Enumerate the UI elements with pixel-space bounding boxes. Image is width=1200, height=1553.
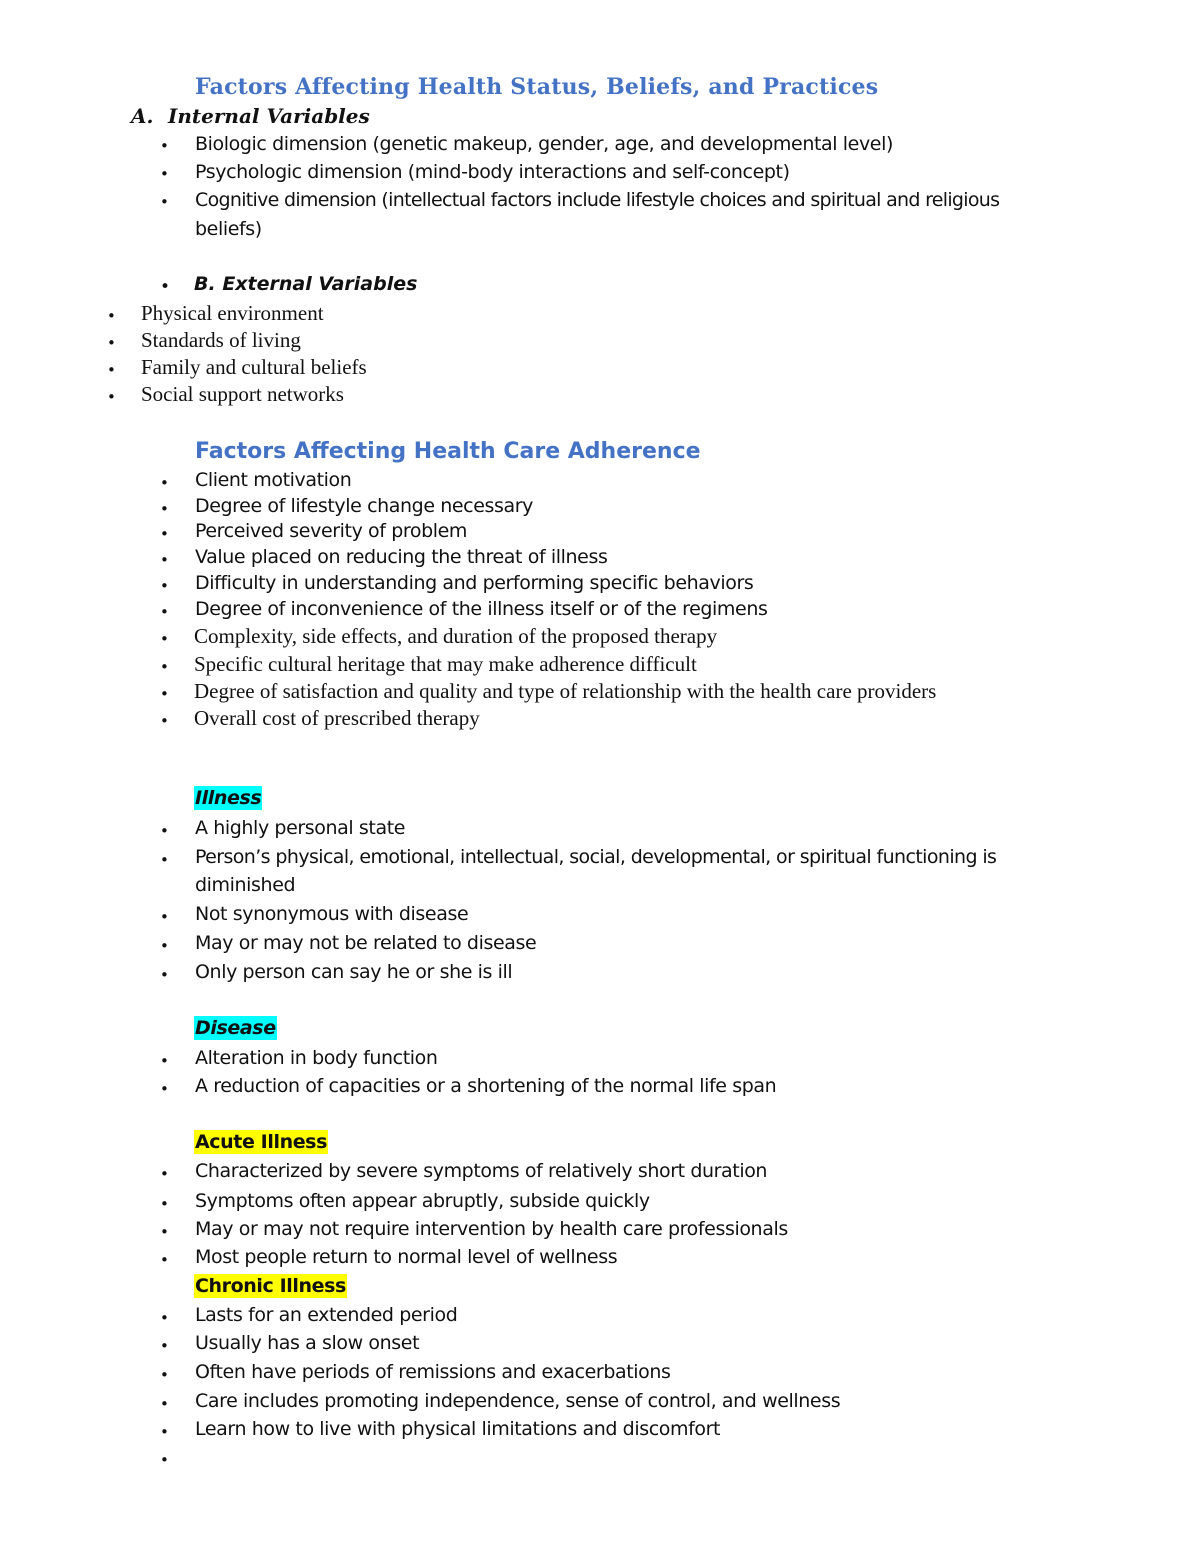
list-item: Standards of living	[141, 328, 301, 352]
list-item: Alteration in body function	[195, 1047, 438, 1069]
bullet-icon: •	[160, 1451, 169, 1469]
heading-chronic-illness	[194, 1275, 347, 1297]
list-item: Not synonymous with disease	[195, 903, 469, 925]
bullet-icon: •	[160, 1337, 169, 1355]
highlighted-term: Illness	[195, 787, 262, 809]
list-item: May or may not require intervention by health care professionals	[195, 1218, 788, 1240]
bullet-icon: •	[160, 1080, 169, 1098]
bullet-icon: •	[160, 551, 169, 569]
list-item: May or may not be related to disease	[195, 932, 537, 954]
bullet-icon: •	[160, 1366, 169, 1384]
bullet-icon: •	[160, 1223, 169, 1241]
bullet-icon: •	[160, 1395, 169, 1413]
bullet-icon: •	[160, 822, 169, 840]
bullet-icon: •	[160, 685, 169, 703]
list-item: A reduction of capacities or a shortening of the normal life span	[195, 1075, 777, 1097]
list-item: Overall cost of prescribed therapy	[194, 706, 480, 730]
list-item: Physical environment	[141, 301, 324, 325]
bullet-icon: •	[160, 630, 169, 648]
bullet-icon: •	[160, 937, 169, 955]
section-title-adherence: Factors Affecting Health Care Adherence	[195, 439, 701, 464]
list-item: Person’s physical, emotional, intellectual, social, developmental, or spiritual functioning is	[195, 846, 997, 868]
bullet-icon: •	[160, 1309, 169, 1327]
list-item: Usually has a slow onset	[195, 1332, 420, 1354]
subheading-internal-variables: Internal Variables	[168, 104, 370, 128]
heading-illness	[194, 787, 262, 809]
bullet-icon: •	[160, 712, 169, 730]
list-item: Perceived severity of problem	[195, 520, 468, 542]
list-item: Difficulty in understanding and performing specific behaviors	[195, 572, 754, 594]
bullet-icon: •	[160, 1423, 169, 1441]
list-item: A highly personal state	[195, 817, 406, 839]
list-item: Biologic dimension (genetic makeup, gender, age, and developmental level)	[195, 133, 893, 155]
bullet-icon: •	[160, 658, 169, 676]
bullet-icon: •	[160, 603, 169, 621]
list-item: Cognitive dimension (intellectual factors include lifestyle choices and spiritual and religious	[195, 189, 1000, 211]
list-item: Most people return to normal level of wellness	[195, 1246, 618, 1268]
highlighted-term: Chronic Illness	[195, 1275, 346, 1297]
bullet-icon: •	[160, 193, 169, 211]
list-marker-a: A.	[131, 104, 154, 128]
list-item: Care includes promoting independence, sense of control, and wellness	[195, 1390, 841, 1412]
bullet-icon: •	[160, 1052, 169, 1070]
bullet-icon: •	[107, 361, 116, 379]
list-item: Client motivation	[195, 469, 352, 491]
bullet-icon: •	[160, 1251, 169, 1269]
bullet-icon: •	[160, 577, 169, 595]
heading-disease	[194, 1017, 277, 1039]
list-item: Degree of inconvenience of the illness itself or of the regimens	[195, 598, 768, 620]
list-item: Degree of satisfaction and quality and type of relationship with the health care providers	[194, 679, 937, 703]
list-item: Value placed on reducing the threat of illness	[195, 546, 608, 568]
bullet-icon: •	[160, 851, 169, 869]
bullet-icon: •	[160, 966, 169, 984]
bullet-icon: •	[160, 1195, 169, 1213]
list-item: Often have periods of remissions and exacerbations	[195, 1361, 671, 1383]
section-title-health-status: Factors Affecting Health Status, Beliefs, and Practices	[195, 74, 879, 100]
bullet-icon: •	[160, 474, 169, 492]
list-item: Lasts for an extended period	[195, 1304, 458, 1326]
bullet-icon: •	[160, 277, 171, 297]
list-item: Symptoms often appear abruptly, subside quickly	[195, 1190, 650, 1212]
list-item-continuation: diminished	[195, 874, 296, 896]
bullet-icon: •	[107, 388, 116, 406]
list-item: Psychologic dimension (mind-body interactions and self-concept)	[195, 161, 790, 183]
bullet-icon: •	[160, 137, 169, 155]
list-item: Specific cultural heritage that may make adherence difficult	[194, 652, 697, 676]
bullet-icon: •	[107, 307, 116, 325]
list-item: Degree of lifestyle change necessary	[195, 495, 534, 517]
bullet-icon: •	[160, 500, 169, 518]
list-item-continuation: beliefs)	[195, 218, 262, 240]
list-item: Learn how to live with physical limitations and discomfort	[195, 1418, 721, 1440]
bullet-icon: •	[160, 1165, 169, 1183]
list-item: Complexity, side effects, and duration of the proposed therapy	[194, 624, 718, 648]
bullet-icon: •	[160, 908, 169, 926]
highlighted-term: Disease	[195, 1017, 276, 1039]
bullet-icon: •	[160, 525, 169, 543]
list-item: Only person can say he or she is ill	[195, 961, 513, 983]
list-item: Family and cultural beliefs	[141, 355, 367, 379]
subheading-external-variables: B. External Variables	[194, 273, 418, 295]
heading-acute-illness	[194, 1131, 328, 1153]
list-item: Characterized by severe symptoms of relatively short duration	[195, 1160, 768, 1182]
bullet-icon: •	[160, 165, 169, 183]
list-item: Social support networks	[141, 382, 344, 406]
bullet-icon: •	[107, 334, 116, 352]
highlighted-term: Acute Illness	[195, 1131, 328, 1153]
